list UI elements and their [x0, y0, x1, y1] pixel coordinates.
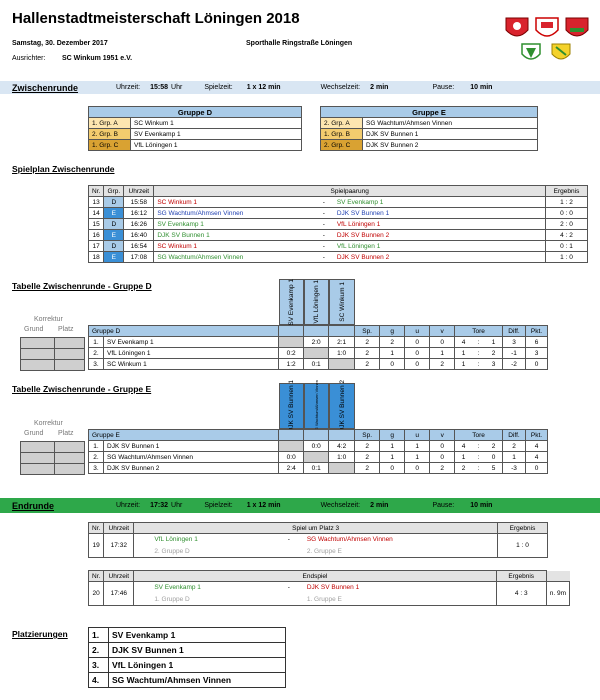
stat-pkt: 3: [526, 348, 548, 359]
club-logo-green-icon: [522, 44, 540, 59]
standing-pos: 2.: [89, 452, 104, 463]
group-e-team: SG Wachtum/Ahmsen Vinnen: [363, 118, 538, 129]
head-to-head: [279, 441, 304, 452]
goals-colon: :: [472, 463, 485, 474]
tabelle-e-table: [88, 429, 548, 474]
match-sep: -: [314, 197, 334, 208]
standing-team: DJK SV Bunnen 1: [104, 441, 279, 452]
col-v: v: [430, 430, 455, 441]
stat-g: 1: [380, 452, 405, 463]
col-ergebnis: Ergebnis: [498, 523, 548, 534]
head-to-head: 1:2: [279, 359, 304, 370]
table-row: [89, 628, 286, 643]
match-away: VfL Löningen 1: [334, 219, 546, 230]
vertical-team-label: DJK SV Bunnen 1: [288, 379, 295, 433]
table-row: [89, 348, 548, 359]
zw-wechsel-label: Wechselzeit:: [320, 84, 361, 91]
standing-pos: 3.: [89, 359, 104, 370]
group-e-seed: 2. Grp. A: [321, 118, 363, 129]
group-d-team: SV Evenkamp 1: [131, 129, 302, 140]
match-nr: 18: [89, 252, 104, 263]
table-row: [89, 673, 286, 688]
game-time: 17:32: [104, 534, 134, 558]
match-away: DJK SV Bunnen 2: [334, 252, 546, 263]
col-ergebnis: Ergebnis: [546, 186, 588, 197]
goals-colon: :: [472, 452, 485, 463]
spielplan-heading: Spielplan Zwischenrunde: [12, 164, 115, 174]
club-logo-yellow-icon: [552, 44, 570, 59]
match-nr: 16: [89, 230, 104, 241]
col-uhrzeit: Uhrzeit: [124, 186, 154, 197]
group-d-seed: 1. Grp. A: [89, 118, 131, 129]
end-uhrzeit: 17:32: [150, 502, 169, 509]
stat-g: 1: [380, 441, 405, 452]
vertical-team-label: VfL Löningen 1: [313, 280, 320, 324]
tabelle-e-vertical-headers: [279, 379, 355, 433]
game-result: 4 : 3: [496, 582, 546, 606]
game-away: SG Wachtum/Ahmsen Vinnen: [304, 534, 498, 546]
match-away: VfL Löningen 1: [334, 241, 546, 252]
stat-u: 0: [405, 359, 430, 370]
table-row: [89, 230, 588, 241]
col-diff: Diff.: [503, 430, 526, 441]
head-to-head: 4:2: [329, 441, 355, 452]
korrektur-cell[interactable]: [21, 349, 55, 360]
stat-sp: 2: [355, 452, 380, 463]
match-result: 0 : 0: [546, 208, 588, 219]
end-uhr: Uhr: [171, 502, 183, 509]
col-u: u: [405, 430, 430, 441]
zwischenrunde-heading: Zwischenrunde: [12, 82, 79, 93]
stat-pkt: 0: [526, 359, 548, 370]
goals-for: 2: [455, 463, 472, 474]
match-home: SV Evenkamp 1: [154, 219, 314, 230]
head-to-head: 0:2: [279, 348, 304, 359]
col-uhrzeit: Uhrzeit: [104, 571, 134, 582]
table-row: [89, 441, 548, 452]
table-row: [89, 658, 286, 673]
group-e-seed: 2. Grp. C: [321, 140, 363, 151]
standing-pos: 1.: [89, 441, 104, 452]
tabelle-d-group: Gruppe D: [89, 326, 279, 337]
game-away-source: 2. Gruppe E: [304, 546, 498, 558]
head-to-head: [329, 359, 355, 370]
tabelle-e-group: Gruppe E: [89, 430, 279, 441]
stat-pkt: 0: [526, 463, 548, 474]
game-away-source: 1. Gruppe E: [304, 594, 496, 606]
standing-team: VfL Löningen 1: [104, 348, 279, 359]
match-sep: -: [314, 219, 334, 230]
end-pause: 10 min: [470, 502, 493, 509]
group-e-table: [320, 106, 538, 151]
zw-spielzeit: 1 x 12 min: [246, 84, 281, 91]
head-to-head: 2:0: [304, 337, 329, 348]
stat-sp: 2: [355, 359, 380, 370]
col-uhrzeit: Uhrzeit: [104, 523, 134, 534]
game-nr: 19: [89, 534, 104, 558]
match-grp: E: [104, 252, 124, 263]
match-away: DJK SV Bunnen 1: [334, 208, 546, 219]
table-row: [89, 241, 588, 252]
match-home: DJK SV Bunnen 1: [154, 230, 314, 241]
platz-label: Platz: [58, 430, 74, 437]
match-nr: 13: [89, 197, 104, 208]
match-home: SC Winkum 1: [154, 197, 314, 208]
standing-team: SV Evenkamp 1: [104, 337, 279, 348]
match-grp: E: [104, 208, 124, 219]
table-row: [89, 452, 548, 463]
game-home: SV Evenkamp 1: [134, 582, 274, 594]
goals-colon: :: [472, 359, 485, 370]
tabelle-d-heading: Tabelle Zwischenrunde - Gruppe D: [12, 281, 152, 291]
club-logos: [500, 14, 595, 68]
stat-diff: -1: [503, 348, 526, 359]
organizer-label: Ausrichter:: [12, 55, 46, 62]
head-to-head: 0:1: [304, 463, 329, 474]
zw-wechsel: 2 min: [370, 84, 389, 91]
endrunde-band: [0, 498, 600, 513]
match-result: 0 : 1: [546, 241, 588, 252]
col-pkt: Pkt.: [526, 326, 548, 337]
end-pause-label: Pause:: [432, 502, 455, 509]
col-pkt: Pkt.: [526, 430, 548, 441]
stat-u: 0: [405, 348, 430, 359]
match-result: 2 : 0: [546, 219, 588, 230]
col-nr: Nr.: [89, 571, 104, 582]
platz-label: Platz: [58, 326, 74, 333]
goals-against: 0: [485, 452, 502, 463]
match-time: 16:26: [124, 219, 154, 230]
col-tore: Tore: [455, 326, 503, 337]
rank-pos: 4.: [89, 673, 109, 688]
zw-uhr: Uhr: [171, 84, 183, 91]
vertical-team-label: SV Evenkamp 1: [288, 278, 295, 326]
rank-team: VfL Löningen 1: [109, 658, 286, 673]
korrektur-label: Korrektur: [34, 420, 63, 427]
group-d-team: SC Winkum 1: [131, 118, 302, 129]
match-sep: -: [314, 230, 334, 241]
match-result: 1 : 2: [546, 197, 588, 208]
goals-against: 5: [485, 463, 502, 474]
table-row: [89, 252, 588, 263]
match-away: DJK SV Bunnen 2: [334, 230, 546, 241]
stat-pkt: 4: [526, 441, 548, 452]
col-sp: Sp.: [355, 430, 380, 441]
stat-diff: 3: [503, 337, 526, 348]
stat-g: 0: [380, 359, 405, 370]
korrektur-cell[interactable]: [55, 338, 85, 349]
goals-against: 2: [485, 348, 502, 359]
match-time: 15:58: [124, 197, 154, 208]
match-result: 4 : 2: [546, 230, 588, 241]
group-e-heading: Gruppe E: [321, 107, 538, 118]
head-to-head: [304, 348, 329, 359]
game-title: Endspiel: [134, 571, 496, 582]
end-spielzeit: 1 x 12 min: [246, 502, 281, 509]
standing-pos: 2.: [89, 348, 104, 359]
game-title: Spiel um Platz 3: [134, 523, 498, 534]
group-e-seed: 1. Grp. B: [321, 129, 363, 140]
rank-team: SV Evenkamp 1: [109, 628, 286, 643]
zw-uhrzeit-label: Uhrzeit:: [116, 84, 141, 91]
goals-for: 4: [455, 441, 472, 452]
korrektur-cell[interactable]: [55, 360, 85, 371]
stat-v: 0: [430, 452, 455, 463]
goals-against: 3: [485, 359, 502, 370]
stat-pkt: 4: [526, 452, 548, 463]
stat-v: 0: [430, 441, 455, 452]
stat-sp: 2: [355, 337, 380, 348]
match-away: SV Evenkamp 1: [334, 197, 546, 208]
standing-team: SC Winkum 1: [104, 359, 279, 370]
group-d-heading: Gruppe D: [89, 107, 302, 118]
goals-for: 1: [455, 348, 472, 359]
end-wechsel-label: Wechselzeit:: [320, 502, 361, 509]
goals-colon: :: [472, 337, 485, 348]
korrektur-e-table: [20, 441, 85, 475]
game-sep: -: [274, 582, 304, 594]
game-sep: -: [274, 534, 304, 546]
vertical-team-label: SC Winkum 1: [338, 282, 346, 322]
tabelle-d-table: [88, 325, 548, 370]
group-e-team: DJK SV Bunnen 1: [363, 129, 538, 140]
end-spielzeit-label: Spielzeit:: [204, 502, 233, 509]
match-nr: 14: [89, 208, 104, 219]
col-v: v: [430, 326, 455, 337]
group-d-seed: 2. Grp. B: [89, 129, 131, 140]
event-date: Samstag, 30. Dezember 2017: [12, 40, 108, 47]
stat-diff: 2: [503, 441, 526, 452]
vertical-team-label: SG Wachtum/Ahmsen Vinnen: [314, 379, 319, 433]
head-to-head: 0:1: [304, 359, 329, 370]
goals-for: 1: [455, 452, 472, 463]
game-home: VfL Löningen 1: [134, 534, 274, 546]
korrektur-cell[interactable]: [21, 442, 55, 453]
group-e-team: DJK SV Bunnen 2: [363, 140, 538, 151]
stat-sp: 2: [355, 463, 380, 474]
zwischenrunde-band: [0, 81, 600, 94]
goals-for: 4: [455, 337, 472, 348]
event-venue: Sporthalle Ringstraße Löningen: [246, 40, 353, 47]
col-diff: Diff.: [503, 326, 526, 337]
standing-pos: 3.: [89, 463, 104, 474]
endrunde-heading: Endrunde: [12, 500, 54, 511]
match-grp: D: [104, 219, 124, 230]
match-time: 16:40: [124, 230, 154, 241]
game-home-source: 2. Gruppe D: [134, 546, 274, 558]
head-to-head: [279, 337, 304, 348]
col-u: u: [405, 326, 430, 337]
club-logo-red-green-icon: [566, 18, 588, 36]
col-nr: Nr.: [89, 186, 104, 197]
match-time: 16:12: [124, 208, 154, 219]
stat-pkt: 6: [526, 337, 548, 348]
col-tore: Tore: [455, 430, 503, 441]
table-row: [89, 208, 588, 219]
korrektur-label: Korrektur: [34, 316, 63, 323]
vertical-team-label: DJK SV Bunnen 2: [338, 379, 346, 433]
zw-pause: 10 min: [470, 84, 493, 91]
stat-u: 0: [405, 337, 430, 348]
stat-v: 0: [430, 337, 455, 348]
col-nr: Nr.: [89, 523, 104, 534]
match-time: 16:54: [124, 241, 154, 252]
tabelle-d-vertical-headers: [279, 279, 355, 325]
goals-for: 1: [455, 359, 472, 370]
match-time: 17:08: [124, 252, 154, 263]
standing-team: SG Wachtum/Ahmsen Vinnen: [104, 452, 279, 463]
organizer-name: SC Winkum 1951 e.V.: [62, 55, 133, 62]
head-to-head: 1:0: [329, 452, 355, 463]
stat-diff: 1: [503, 452, 526, 463]
table-row: [89, 643, 286, 658]
col-grp: Grp.: [104, 186, 124, 197]
match-grp: D: [104, 197, 124, 208]
stat-v: 1: [430, 348, 455, 359]
match-sep: -: [314, 252, 334, 263]
stat-u: 1: [405, 441, 430, 452]
table-row: [89, 219, 588, 230]
tabelle-e-heading: Tabelle Zwischenrunde - Gruppe E: [12, 384, 152, 394]
rank-pos: 3.: [89, 658, 109, 673]
stat-g: 1: [380, 348, 405, 359]
korrektur-cell[interactable]: [55, 464, 85, 475]
rank-team: SG Wachtum/Ahmsen Vinnen: [109, 673, 286, 688]
match-nr: 15: [89, 219, 104, 230]
table-row: [89, 463, 548, 474]
head-to-head: 1:0: [329, 348, 355, 359]
standing-team: DJK SV Bunnen 2: [104, 463, 279, 474]
match-grp: D: [104, 241, 124, 252]
stat-sp: 2: [355, 348, 380, 359]
game-away: DJK SV Bunnen 1: [304, 582, 496, 594]
match-home: SG Wachtum/Ahmsen Vinnen: [154, 252, 314, 263]
col-g: g: [380, 326, 405, 337]
col-g: g: [380, 430, 405, 441]
match-result: 1 : 0: [546, 252, 588, 263]
stat-g: 2: [380, 337, 405, 348]
standing-pos: 1.: [89, 337, 104, 348]
grund-label: Grund: [24, 430, 44, 437]
stat-g: 0: [380, 463, 405, 474]
stat-u: 0: [405, 463, 430, 474]
spielplan-table: [88, 185, 588, 263]
game-time: 17:46: [104, 582, 134, 606]
platzierungen-table: [88, 627, 286, 688]
col-sp: Sp.: [355, 326, 380, 337]
korrektur-cell[interactable]: [55, 453, 85, 464]
head-to-head: 2:4: [279, 463, 304, 474]
club-logo-red-white-icon: [536, 18, 558, 36]
match-sep: -: [314, 241, 334, 252]
stat-u: 1: [405, 452, 430, 463]
goals-against: 2: [485, 441, 502, 452]
group-d-team: VfL Löningen 1: [131, 140, 302, 151]
end-wechsel: 2 min: [370, 502, 389, 509]
grund-label: Grund: [24, 326, 44, 333]
zw-pause-label: Pause:: [432, 84, 455, 91]
end-uhrzeit-label: Uhrzeit:: [116, 502, 141, 509]
korrektur-cell[interactable]: [21, 453, 55, 464]
page-title: Hallenstadtmeisterschaft Löningen 2018: [12, 10, 300, 27]
match-nr: 17: [89, 241, 104, 252]
col-ergebnis: Ergebnis: [496, 571, 546, 582]
head-to-head: 2:1: [329, 337, 355, 348]
table-row: [89, 359, 548, 370]
korrektur-cell[interactable]: [21, 360, 55, 371]
stat-sp: 2: [355, 441, 380, 452]
table-row: [89, 197, 588, 208]
goals-colon: :: [472, 441, 485, 452]
group-d-seed: 1. Grp. C: [89, 140, 131, 151]
stat-v: 2: [430, 359, 455, 370]
stat-diff: -3: [503, 463, 526, 474]
game-final-table: [88, 570, 570, 606]
goals-against: 1: [485, 337, 502, 348]
platzierungen-heading: Platzierungen: [12, 629, 68, 639]
col-spielpaarung: Spielpaarung: [154, 186, 546, 197]
match-home: SC Winkum 1: [154, 241, 314, 252]
club-logo-red-icon: [506, 18, 528, 36]
zw-spielzeit-label: Spielzeit:: [204, 84, 233, 91]
zw-uhrzeit: 15:58: [150, 84, 169, 91]
korrektur-cell[interactable]: [55, 349, 85, 360]
head-to-head: [329, 463, 355, 474]
game-home-source: 1. Gruppe D: [134, 594, 274, 606]
head-to-head: 0:0: [279, 452, 304, 463]
match-home: SG Wachtum/Ahmsen Vinnen: [154, 208, 314, 219]
group-d-table: [88, 106, 302, 151]
game-extra: n. 9m: [546, 582, 569, 606]
game-nr: 20: [89, 582, 104, 606]
rank-pos: 1.: [89, 628, 109, 643]
korrektur-cell[interactable]: [21, 338, 55, 349]
korrektur-cell[interactable]: [21, 464, 55, 475]
club-logo-group: [500, 14, 595, 66]
rank-team: DJK SV Bunnen 1: [109, 643, 286, 658]
stat-v: 2: [430, 463, 455, 474]
head-to-head: [304, 452, 329, 463]
rank-pos: 2.: [89, 643, 109, 658]
match-sep: -: [314, 208, 334, 219]
stat-diff: -2: [503, 359, 526, 370]
game-result: 1 : 0: [498, 534, 548, 558]
head-to-head: 0:0: [304, 441, 329, 452]
game-platz3-table: [88, 522, 548, 558]
korrektur-d-table: [20, 337, 85, 371]
table-row: [89, 337, 548, 348]
goals-colon: :: [472, 348, 485, 359]
korrektur-cell[interactable]: [55, 442, 85, 453]
match-grp: E: [104, 230, 124, 241]
